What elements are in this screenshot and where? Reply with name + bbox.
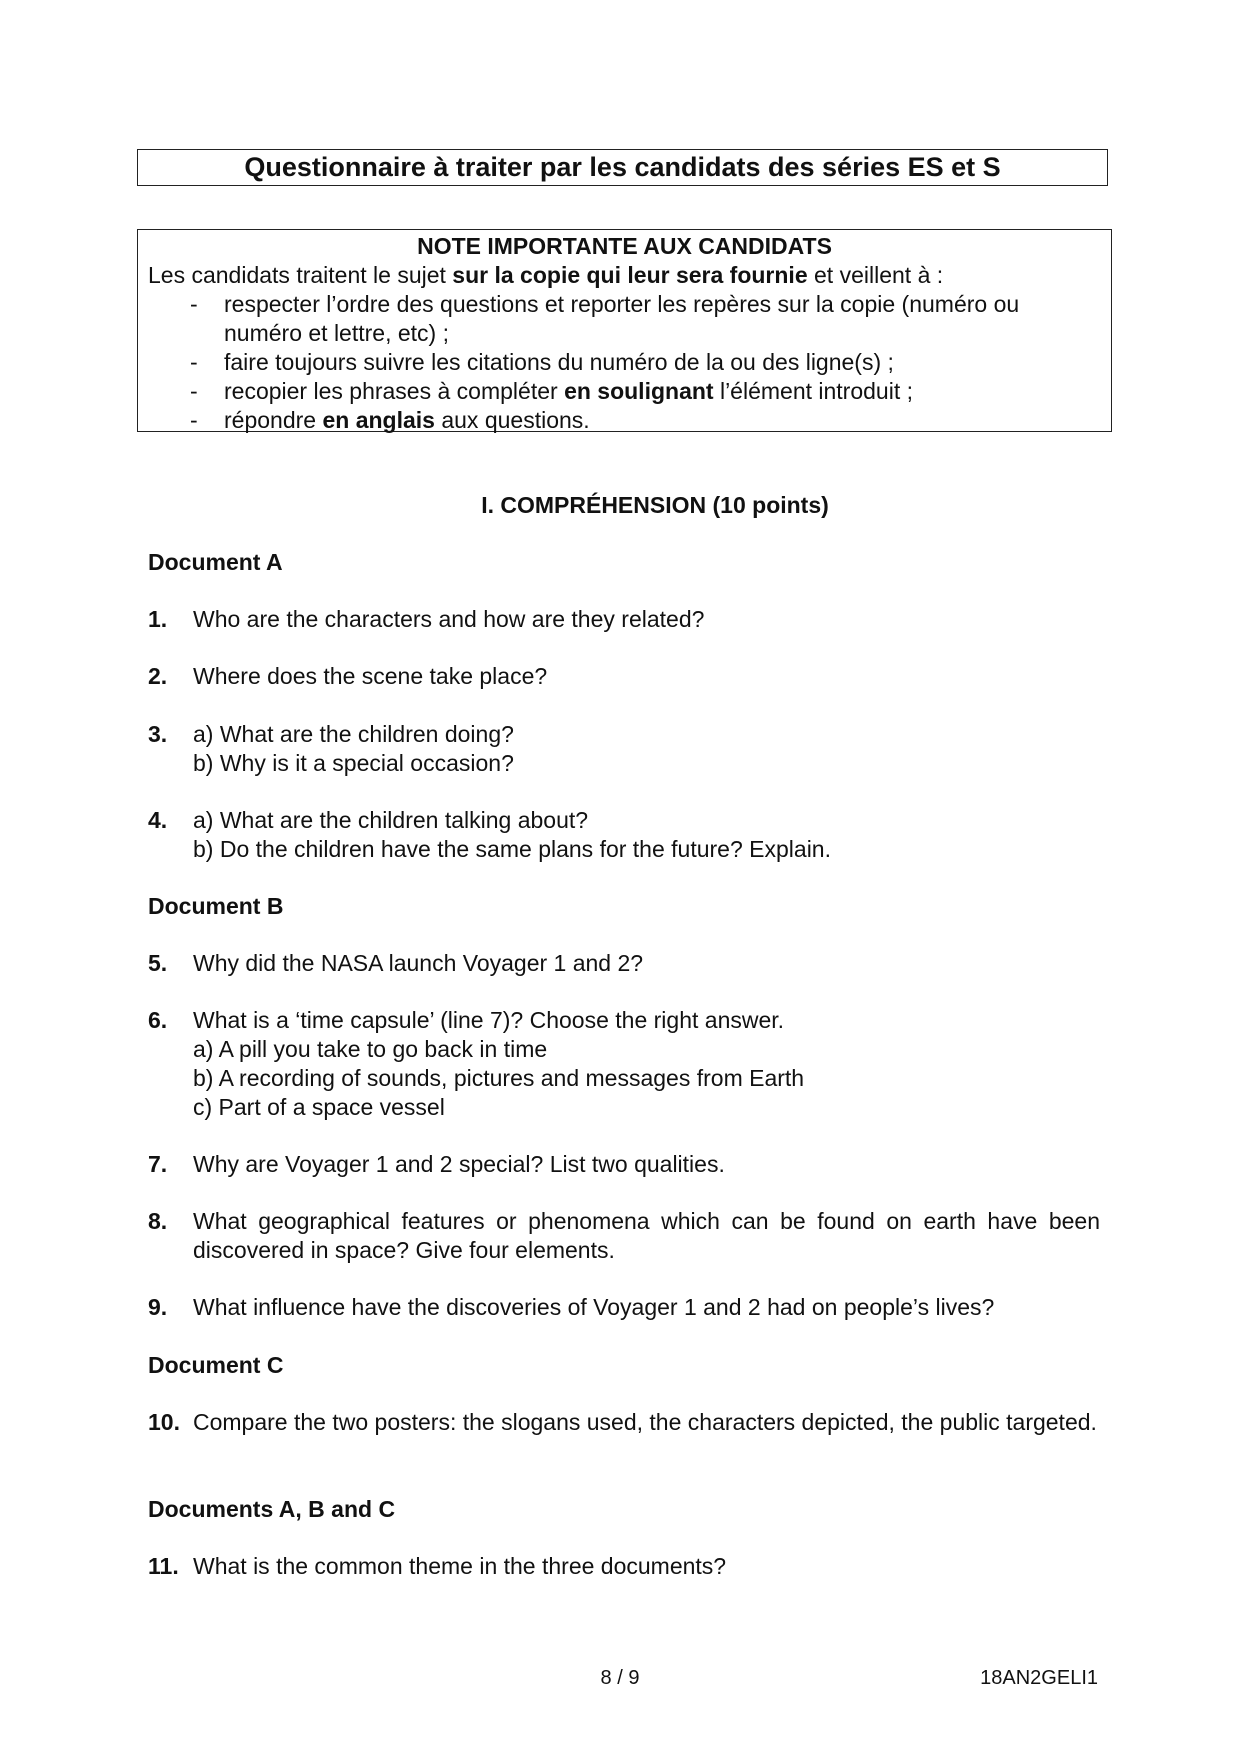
note-instruction-text: recopier les phrases à compléter: [224, 378, 565, 404]
question-text: What is a ‘time capsule’ (line 7)? Choose the right answer.: [193, 1007, 785, 1033]
question-part: b) Do the children have the same plans for the future? Explain.: [193, 836, 831, 862]
document-b-heading: Document B: [148, 893, 284, 919]
question-number: 1.: [148, 606, 168, 632]
note-title: NOTE IMPORTANTE AUX CANDIDATS: [417, 233, 832, 259]
question-number: 11.: [148, 1553, 179, 1579]
bullet-dash: -: [190, 407, 198, 433]
note-instruction: [148, 348, 1101, 377]
question-number: 7.: [148, 1151, 168, 1177]
question-8: [148, 1207, 1100, 1265]
question-text: What influence have the discoveries of Voyager 1 and 2 had on people’s lives?: [193, 1294, 995, 1320]
questionnaire-title: Questionnaire à traiter par les candidats des séries ES et S: [137, 149, 1108, 186]
question-7: [148, 1150, 1100, 1179]
section-title: I. COMPRÉHENSION (10 points): [481, 492, 829, 518]
question-1: [148, 605, 1100, 634]
note-intro-emphasis: sur la copie qui leur sera fournie: [452, 262, 808, 288]
question-text: Where does the scene take place?: [193, 663, 548, 689]
bullet-dash: -: [190, 349, 198, 375]
page-number: 8 / 9: [600, 1667, 640, 1689]
question-6: [148, 1006, 1100, 1122]
documents-abc-heading: Documents A, B and C: [148, 1496, 396, 1522]
question-number: 3.: [148, 721, 168, 747]
question-number: 10.: [148, 1409, 180, 1435]
question-text: Why are Voyager 1 and 2 special? List two qualities.: [193, 1151, 725, 1177]
note-instruction-text: faire toujours suivre les citations du numéro de la ou des ligne(s) ;: [224, 349, 894, 375]
note-instruction: [148, 290, 1101, 348]
question-text: What is the common theme in the three documents?: [193, 1553, 727, 1579]
question-number: 5.: [148, 950, 168, 976]
note-instructions-list: [148, 290, 1101, 435]
document-a-heading: Document A: [148, 549, 283, 575]
document-c-heading: Document C: [148, 1352, 284, 1378]
note-instruction-text: répondre: [224, 407, 323, 433]
question-part: a) What are the children talking about?: [193, 807, 589, 833]
answer-option: a) A pill you take to go back in time: [193, 1036, 548, 1062]
question-number: 2.: [148, 663, 168, 689]
answer-option: b) A recording of sounds, pictures and messages from Earth: [193, 1065, 805, 1091]
question-text: What geographical features or phenomena which can be found on earth have been discovered in space? Give four elements.: [193, 1208, 1100, 1263]
question-3: [148, 720, 1100, 778]
question-11: [148, 1552, 1100, 1581]
bullet-dash: -: [190, 378, 198, 404]
document-code: 18AN2GELI1: [980, 1667, 1098, 1689]
answer-option: c) Part of a space vessel: [193, 1094, 445, 1120]
question-part: b) Why is it a special occasion?: [193, 750, 514, 776]
note-instruction-emphasis: en anglais: [322, 407, 435, 433]
bullet-dash: -: [190, 291, 198, 317]
question-text: Compare the two posters: the slogans used, the characters depicted, the public targeted.: [193, 1409, 1097, 1435]
question-number: 6.: [148, 1007, 168, 1033]
important-note-box: [137, 229, 1112, 432]
note-instruction-text: respecter l’ordre des questions et reporter les repères sur la copie (numéro ou numéro et lettre, etc) ;: [224, 291, 1020, 346]
question-2: [148, 662, 1100, 691]
note-intro-text: Les candidats traitent le sujet: [148, 262, 453, 288]
question-number: 8.: [148, 1208, 168, 1234]
note-intro-end: et veillent à :: [807, 262, 944, 288]
note-instruction: [148, 377, 1101, 406]
question-9: [148, 1293, 1100, 1322]
note-instruction-text: l’élément introduit ;: [713, 378, 913, 404]
question-text: Who are the characters and how are they related?: [193, 606, 705, 632]
question-number: 4.: [148, 807, 168, 833]
note-instruction-emphasis: en soulignant: [564, 378, 714, 404]
question-10: [148, 1408, 1100, 1437]
note-instruction: [148, 406, 1101, 435]
question-4: [148, 806, 1100, 864]
question-5: [148, 949, 1100, 978]
question-text: Why did the NASA launch Voyager 1 and 2?: [193, 950, 644, 976]
note-instruction-text: aux questions.: [434, 407, 590, 433]
question-number: 9.: [148, 1294, 168, 1320]
question-part: a) What are the children doing?: [193, 721, 514, 747]
note-intro: [148, 261, 1101, 290]
